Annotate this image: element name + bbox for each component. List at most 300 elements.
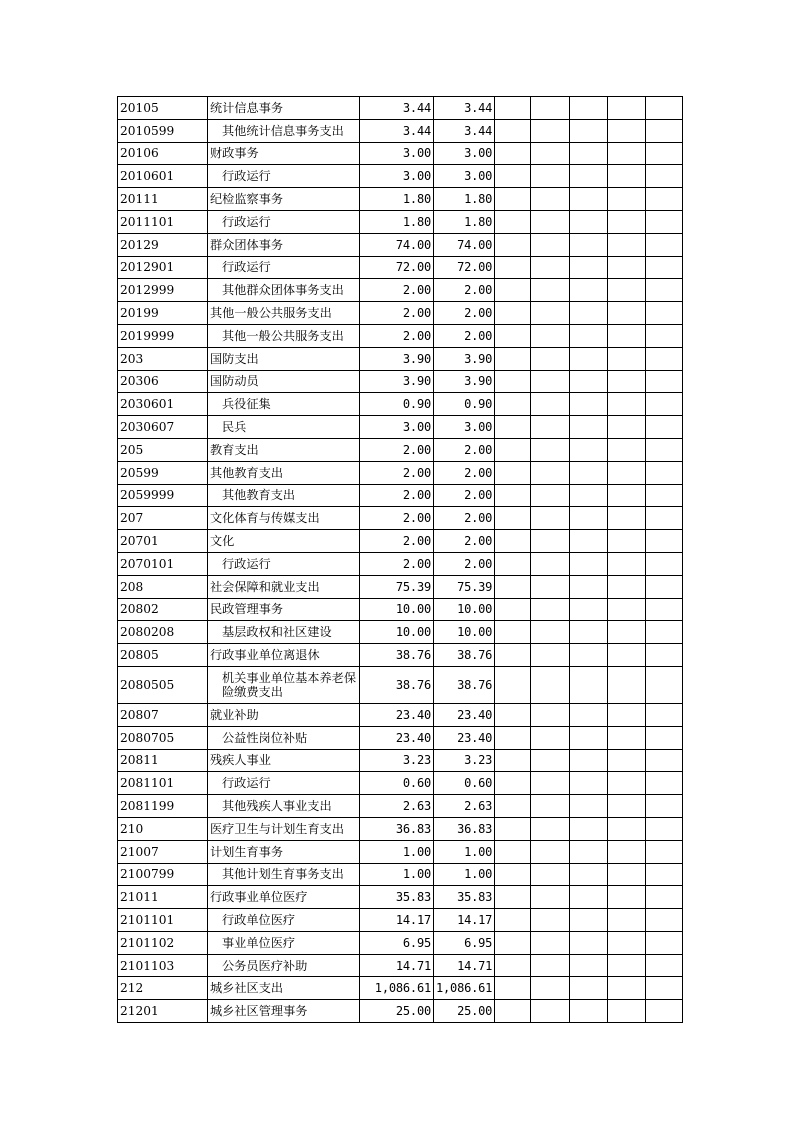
empty-cell bbox=[570, 772, 608, 795]
basic-amount-cell: 25.00 bbox=[434, 1000, 495, 1023]
basic-amount-cell: 1.80 bbox=[434, 188, 495, 211]
empty-cell bbox=[531, 644, 570, 667]
empty-cell bbox=[531, 772, 570, 795]
table-row bbox=[118, 598, 683, 621]
total-amount-cell: 14.17 bbox=[360, 909, 434, 932]
empty-cell bbox=[495, 795, 531, 818]
empty-cell bbox=[570, 119, 608, 142]
empty-cell bbox=[608, 644, 646, 667]
subject-name-cell: 行政事业单位离退休 bbox=[208, 644, 360, 667]
empty-cell bbox=[570, 598, 608, 621]
total-amount-cell: 3.00 bbox=[360, 416, 434, 439]
subject-code-cell: 2010601 bbox=[118, 165, 208, 188]
empty-cell bbox=[495, 863, 531, 886]
table-row bbox=[118, 909, 683, 932]
empty-cell bbox=[608, 393, 646, 416]
total-amount-cell: 10.00 bbox=[360, 598, 434, 621]
subject-name-cell: 行政单位医疗 bbox=[208, 909, 360, 932]
table-row bbox=[118, 438, 683, 461]
total-amount-cell: 3.44 bbox=[360, 97, 434, 120]
empty-cell bbox=[495, 370, 531, 393]
subject-code-cell: 2081199 bbox=[118, 795, 208, 818]
subject-code-cell: 20199 bbox=[118, 302, 208, 325]
subject-name-cell: 公益性岗位补贴 bbox=[208, 726, 360, 749]
empty-cell bbox=[608, 749, 646, 772]
empty-cell bbox=[531, 749, 570, 772]
empty-cell bbox=[646, 598, 683, 621]
basic-amount-cell: 23.40 bbox=[434, 703, 495, 726]
total-amount-cell: 2.00 bbox=[360, 552, 434, 575]
empty-cell bbox=[608, 598, 646, 621]
empty-cell bbox=[570, 644, 608, 667]
subject-name-cell: 计划生育事务 bbox=[208, 840, 360, 863]
empty-cell bbox=[495, 530, 531, 553]
subject-code-cell: 2080208 bbox=[118, 621, 208, 644]
empty-cell bbox=[646, 703, 683, 726]
basic-amount-cell: 2.00 bbox=[434, 507, 495, 530]
empty-cell bbox=[608, 909, 646, 932]
subject-name-cell: 民政管理事务 bbox=[208, 598, 360, 621]
basic-amount-cell: 38.76 bbox=[434, 666, 495, 703]
subject-name-cell: 行政运行 bbox=[208, 772, 360, 795]
empty-cell bbox=[495, 461, 531, 484]
empty-cell bbox=[495, 772, 531, 795]
empty-cell bbox=[531, 795, 570, 818]
empty-cell bbox=[608, 703, 646, 726]
table-row bbox=[118, 484, 683, 507]
basic-amount-cell: 2.00 bbox=[434, 484, 495, 507]
total-amount-cell: 3.23 bbox=[360, 749, 434, 772]
empty-cell bbox=[646, 726, 683, 749]
total-amount-cell: 2.63 bbox=[360, 795, 434, 818]
table-row bbox=[118, 347, 683, 370]
subject-name-cell: 其他群众团体事务支出 bbox=[208, 279, 360, 302]
empty-cell bbox=[646, 97, 683, 120]
budget-expenditure-table bbox=[117, 96, 683, 1023]
empty-cell bbox=[495, 210, 531, 233]
empty-cell bbox=[608, 210, 646, 233]
subject-code-cell: 20701 bbox=[118, 530, 208, 553]
empty-cell bbox=[608, 484, 646, 507]
basic-amount-cell: 0.90 bbox=[434, 393, 495, 416]
empty-cell bbox=[570, 484, 608, 507]
subject-name-cell: 文化 bbox=[208, 530, 360, 553]
empty-cell bbox=[531, 461, 570, 484]
table-row bbox=[118, 863, 683, 886]
empty-cell bbox=[646, 772, 683, 795]
subject-code-cell: 208 bbox=[118, 575, 208, 598]
basic-amount-cell: 1,086.61 bbox=[434, 977, 495, 1000]
subject-code-cell: 20811 bbox=[118, 749, 208, 772]
table-row bbox=[118, 817, 683, 840]
total-amount-cell: 2.00 bbox=[360, 302, 434, 325]
basic-amount-cell: 10.00 bbox=[434, 621, 495, 644]
empty-cell bbox=[608, 97, 646, 120]
basic-amount-cell: 2.63 bbox=[434, 795, 495, 818]
subject-name-cell: 城乡社区支出 bbox=[208, 977, 360, 1000]
total-amount-cell: 3.00 bbox=[360, 165, 434, 188]
empty-cell bbox=[646, 256, 683, 279]
empty-cell bbox=[608, 119, 646, 142]
total-amount-cell: 14.71 bbox=[360, 954, 434, 977]
basic-amount-cell: 3.90 bbox=[434, 370, 495, 393]
subject-code-cell: 20106 bbox=[118, 142, 208, 165]
basic-amount-cell: 75.39 bbox=[434, 575, 495, 598]
empty-cell bbox=[570, 370, 608, 393]
empty-cell bbox=[608, 347, 646, 370]
empty-cell bbox=[531, 1000, 570, 1023]
empty-cell bbox=[531, 954, 570, 977]
empty-cell bbox=[531, 530, 570, 553]
empty-cell bbox=[646, 507, 683, 530]
empty-cell bbox=[646, 279, 683, 302]
empty-cell bbox=[495, 666, 531, 703]
table-row bbox=[118, 703, 683, 726]
empty-cell bbox=[570, 279, 608, 302]
basic-amount-cell: 3.23 bbox=[434, 749, 495, 772]
subject-code-cell: 203 bbox=[118, 347, 208, 370]
empty-cell bbox=[608, 256, 646, 279]
empty-cell bbox=[570, 302, 608, 325]
table-row bbox=[118, 416, 683, 439]
empty-cell bbox=[570, 621, 608, 644]
empty-cell bbox=[570, 393, 608, 416]
empty-cell bbox=[531, 598, 570, 621]
empty-cell bbox=[570, 210, 608, 233]
total-amount-cell: 0.60 bbox=[360, 772, 434, 795]
empty-cell bbox=[646, 142, 683, 165]
empty-cell bbox=[646, 347, 683, 370]
subject-code-cell: 2081101 bbox=[118, 772, 208, 795]
basic-amount-cell: 0.60 bbox=[434, 772, 495, 795]
empty-cell bbox=[608, 461, 646, 484]
empty-cell bbox=[570, 416, 608, 439]
subject-name-cell: 基层政权和社区建设 bbox=[208, 621, 360, 644]
empty-cell bbox=[646, 1000, 683, 1023]
empty-cell bbox=[570, 931, 608, 954]
table-row bbox=[118, 188, 683, 211]
total-amount-cell: 23.40 bbox=[360, 703, 434, 726]
empty-cell bbox=[495, 840, 531, 863]
table-row bbox=[118, 840, 683, 863]
empty-cell bbox=[570, 256, 608, 279]
subject-code-cell: 20807 bbox=[118, 703, 208, 726]
subject-code-cell: 2101102 bbox=[118, 931, 208, 954]
table-row bbox=[118, 393, 683, 416]
empty-cell bbox=[608, 666, 646, 703]
basic-amount-cell: 38.76 bbox=[434, 644, 495, 667]
empty-cell bbox=[495, 302, 531, 325]
empty-cell bbox=[608, 188, 646, 211]
basic-amount-cell: 10.00 bbox=[434, 598, 495, 621]
empty-cell bbox=[570, 749, 608, 772]
table-row bbox=[118, 977, 683, 1000]
subject-name-cell: 其他教育支出 bbox=[208, 461, 360, 484]
empty-cell bbox=[570, 233, 608, 256]
subject-name-cell: 医疗卫生与计划生育支出 bbox=[208, 817, 360, 840]
basic-amount-cell: 36.83 bbox=[434, 817, 495, 840]
empty-cell bbox=[608, 416, 646, 439]
empty-cell bbox=[495, 279, 531, 302]
empty-cell bbox=[495, 552, 531, 575]
table-row bbox=[118, 507, 683, 530]
subject-name-cell: 就业补助 bbox=[208, 703, 360, 726]
empty-cell bbox=[608, 954, 646, 977]
total-amount-cell: 2.00 bbox=[360, 438, 434, 461]
basic-amount-cell: 23.40 bbox=[434, 726, 495, 749]
subject-name-cell: 兵役征集 bbox=[208, 393, 360, 416]
empty-cell bbox=[570, 666, 608, 703]
subject-name-cell: 机关事业单位基本养老保险缴费支出 bbox=[208, 666, 360, 703]
subject-code-cell: 2100799 bbox=[118, 863, 208, 886]
empty-cell bbox=[570, 1000, 608, 1023]
empty-cell bbox=[531, 233, 570, 256]
table-row bbox=[118, 530, 683, 553]
empty-cell bbox=[646, 886, 683, 909]
table-row bbox=[118, 1000, 683, 1023]
empty-cell bbox=[495, 954, 531, 977]
table-row bbox=[118, 749, 683, 772]
empty-cell bbox=[646, 840, 683, 863]
empty-cell bbox=[646, 393, 683, 416]
subject-code-cell: 2101103 bbox=[118, 954, 208, 977]
empty-cell bbox=[646, 165, 683, 188]
empty-cell bbox=[608, 165, 646, 188]
empty-cell bbox=[608, 370, 646, 393]
empty-cell bbox=[495, 726, 531, 749]
empty-cell bbox=[495, 507, 531, 530]
empty-cell bbox=[495, 119, 531, 142]
table-row bbox=[118, 324, 683, 347]
empty-cell bbox=[495, 188, 531, 211]
subject-code-cell: 210 bbox=[118, 817, 208, 840]
empty-cell bbox=[646, 552, 683, 575]
total-amount-cell: 1.80 bbox=[360, 188, 434, 211]
empty-cell bbox=[495, 142, 531, 165]
empty-cell bbox=[495, 931, 531, 954]
subject-name-cell: 群众团体事务 bbox=[208, 233, 360, 256]
total-amount-cell: 74.00 bbox=[360, 233, 434, 256]
empty-cell bbox=[646, 461, 683, 484]
subject-name-cell: 统计信息事务 bbox=[208, 97, 360, 120]
basic-amount-cell: 35.83 bbox=[434, 886, 495, 909]
basic-amount-cell: 3.90 bbox=[434, 347, 495, 370]
empty-cell bbox=[646, 931, 683, 954]
subject-name-cell: 其他残疾人事业支出 bbox=[208, 795, 360, 818]
subject-code-cell: 21201 bbox=[118, 1000, 208, 1023]
total-amount-cell: 2.00 bbox=[360, 484, 434, 507]
empty-cell bbox=[608, 795, 646, 818]
subject-code-cell: 20129 bbox=[118, 233, 208, 256]
empty-cell bbox=[646, 749, 683, 772]
empty-cell bbox=[646, 863, 683, 886]
empty-cell bbox=[531, 188, 570, 211]
empty-cell bbox=[646, 977, 683, 1000]
subject-code-cell: 20111 bbox=[118, 188, 208, 211]
empty-cell bbox=[608, 840, 646, 863]
total-amount-cell: 72.00 bbox=[360, 256, 434, 279]
empty-cell bbox=[495, 324, 531, 347]
empty-cell bbox=[531, 703, 570, 726]
empty-cell bbox=[495, 347, 531, 370]
empty-cell bbox=[531, 370, 570, 393]
basic-amount-cell: 14.17 bbox=[434, 909, 495, 932]
total-amount-cell: 35.83 bbox=[360, 886, 434, 909]
basic-amount-cell: 2.00 bbox=[434, 302, 495, 325]
empty-cell bbox=[531, 726, 570, 749]
table-row bbox=[118, 575, 683, 598]
empty-cell bbox=[531, 256, 570, 279]
empty-cell bbox=[646, 795, 683, 818]
total-amount-cell: 1.00 bbox=[360, 840, 434, 863]
table-row bbox=[118, 644, 683, 667]
subject-name-cell: 公务员医疗补助 bbox=[208, 954, 360, 977]
empty-cell bbox=[608, 233, 646, 256]
total-amount-cell: 3.90 bbox=[360, 370, 434, 393]
total-amount-cell: 38.76 bbox=[360, 666, 434, 703]
empty-cell bbox=[608, 817, 646, 840]
basic-amount-cell: 72.00 bbox=[434, 256, 495, 279]
empty-cell bbox=[646, 484, 683, 507]
total-amount-cell: 3.00 bbox=[360, 142, 434, 165]
subject-code-cell: 2030601 bbox=[118, 393, 208, 416]
subject-name-cell: 城乡社区管理事务 bbox=[208, 1000, 360, 1023]
empty-cell bbox=[570, 817, 608, 840]
empty-cell bbox=[495, 97, 531, 120]
empty-cell bbox=[608, 621, 646, 644]
total-amount-cell: 2.00 bbox=[360, 324, 434, 347]
empty-cell bbox=[531, 438, 570, 461]
subject-code-cell: 2080705 bbox=[118, 726, 208, 749]
total-amount-cell: 1,086.61 bbox=[360, 977, 434, 1000]
empty-cell bbox=[531, 302, 570, 325]
empty-cell bbox=[646, 370, 683, 393]
subject-code-cell: 20306 bbox=[118, 370, 208, 393]
basic-amount-cell: 2.00 bbox=[434, 552, 495, 575]
basic-amount-cell: 3.00 bbox=[434, 142, 495, 165]
total-amount-cell: 2.00 bbox=[360, 461, 434, 484]
empty-cell bbox=[495, 256, 531, 279]
empty-cell bbox=[531, 416, 570, 439]
empty-cell bbox=[531, 817, 570, 840]
empty-cell bbox=[646, 188, 683, 211]
subject-name-cell: 其他计划生育事务支出 bbox=[208, 863, 360, 886]
empty-cell bbox=[608, 1000, 646, 1023]
empty-cell bbox=[608, 324, 646, 347]
empty-cell bbox=[531, 484, 570, 507]
empty-cell bbox=[495, 416, 531, 439]
empty-cell bbox=[531, 977, 570, 1000]
table-row bbox=[118, 142, 683, 165]
empty-cell bbox=[570, 703, 608, 726]
subject-name-cell: 行政事业单位医疗 bbox=[208, 886, 360, 909]
empty-cell bbox=[531, 909, 570, 932]
empty-cell bbox=[570, 507, 608, 530]
empty-cell bbox=[608, 302, 646, 325]
empty-cell bbox=[495, 393, 531, 416]
empty-cell bbox=[646, 575, 683, 598]
empty-cell bbox=[570, 552, 608, 575]
table-row bbox=[118, 795, 683, 818]
subject-code-cell: 2010599 bbox=[118, 119, 208, 142]
empty-cell bbox=[570, 954, 608, 977]
subject-name-cell: 行政运行 bbox=[208, 552, 360, 575]
empty-cell bbox=[495, 621, 531, 644]
empty-cell bbox=[495, 598, 531, 621]
empty-cell bbox=[495, 909, 531, 932]
empty-cell bbox=[646, 210, 683, 233]
subject-name-cell: 其他教育支出 bbox=[208, 484, 360, 507]
total-amount-cell: 75.39 bbox=[360, 575, 434, 598]
empty-cell bbox=[531, 863, 570, 886]
table-row bbox=[118, 931, 683, 954]
subject-name-cell: 行政运行 bbox=[208, 256, 360, 279]
subject-name-cell: 其他一般公共服务支出 bbox=[208, 302, 360, 325]
total-amount-cell: 2.00 bbox=[360, 507, 434, 530]
subject-code-cell: 2080505 bbox=[118, 666, 208, 703]
empty-cell bbox=[570, 863, 608, 886]
basic-amount-cell: 6.95 bbox=[434, 931, 495, 954]
empty-cell bbox=[646, 666, 683, 703]
empty-cell bbox=[646, 438, 683, 461]
subject-code-cell: 2012901 bbox=[118, 256, 208, 279]
empty-cell bbox=[495, 817, 531, 840]
table-body bbox=[118, 97, 683, 1023]
empty-cell bbox=[570, 977, 608, 1000]
empty-cell bbox=[495, 1000, 531, 1023]
subject-code-cell: 21011 bbox=[118, 886, 208, 909]
table-row bbox=[118, 772, 683, 795]
basic-amount-cell: 2.00 bbox=[434, 530, 495, 553]
empty-cell bbox=[646, 621, 683, 644]
subject-name-cell: 事业单位医疗 bbox=[208, 931, 360, 954]
subject-code-cell: 2012999 bbox=[118, 279, 208, 302]
empty-cell bbox=[570, 575, 608, 598]
empty-cell bbox=[608, 530, 646, 553]
empty-cell bbox=[646, 644, 683, 667]
empty-cell bbox=[570, 188, 608, 211]
subject-code-cell: 212 bbox=[118, 977, 208, 1000]
subject-code-cell: 20805 bbox=[118, 644, 208, 667]
subject-name-cell: 行政运行 bbox=[208, 210, 360, 233]
empty-cell bbox=[608, 507, 646, 530]
basic-amount-cell: 2.00 bbox=[434, 324, 495, 347]
table-row bbox=[118, 954, 683, 977]
basic-amount-cell: 3.44 bbox=[434, 97, 495, 120]
empty-cell bbox=[608, 886, 646, 909]
empty-cell bbox=[531, 165, 570, 188]
empty-cell bbox=[646, 324, 683, 347]
table-row bbox=[118, 97, 683, 120]
empty-cell bbox=[646, 119, 683, 142]
subject-name-cell: 财政事务 bbox=[208, 142, 360, 165]
empty-cell bbox=[646, 954, 683, 977]
empty-cell bbox=[608, 726, 646, 749]
total-amount-cell: 6.95 bbox=[360, 931, 434, 954]
table-row bbox=[118, 370, 683, 393]
subject-name-cell: 行政运行 bbox=[208, 165, 360, 188]
subject-name-cell: 纪检监察事务 bbox=[208, 188, 360, 211]
empty-cell bbox=[531, 347, 570, 370]
basic-amount-cell: 74.00 bbox=[434, 233, 495, 256]
basic-amount-cell: 3.00 bbox=[434, 165, 495, 188]
empty-cell bbox=[495, 484, 531, 507]
empty-cell bbox=[495, 644, 531, 667]
subject-code-cell: 2101101 bbox=[118, 909, 208, 932]
subject-name-cell: 教育支出 bbox=[208, 438, 360, 461]
empty-cell bbox=[608, 552, 646, 575]
empty-cell bbox=[646, 530, 683, 553]
